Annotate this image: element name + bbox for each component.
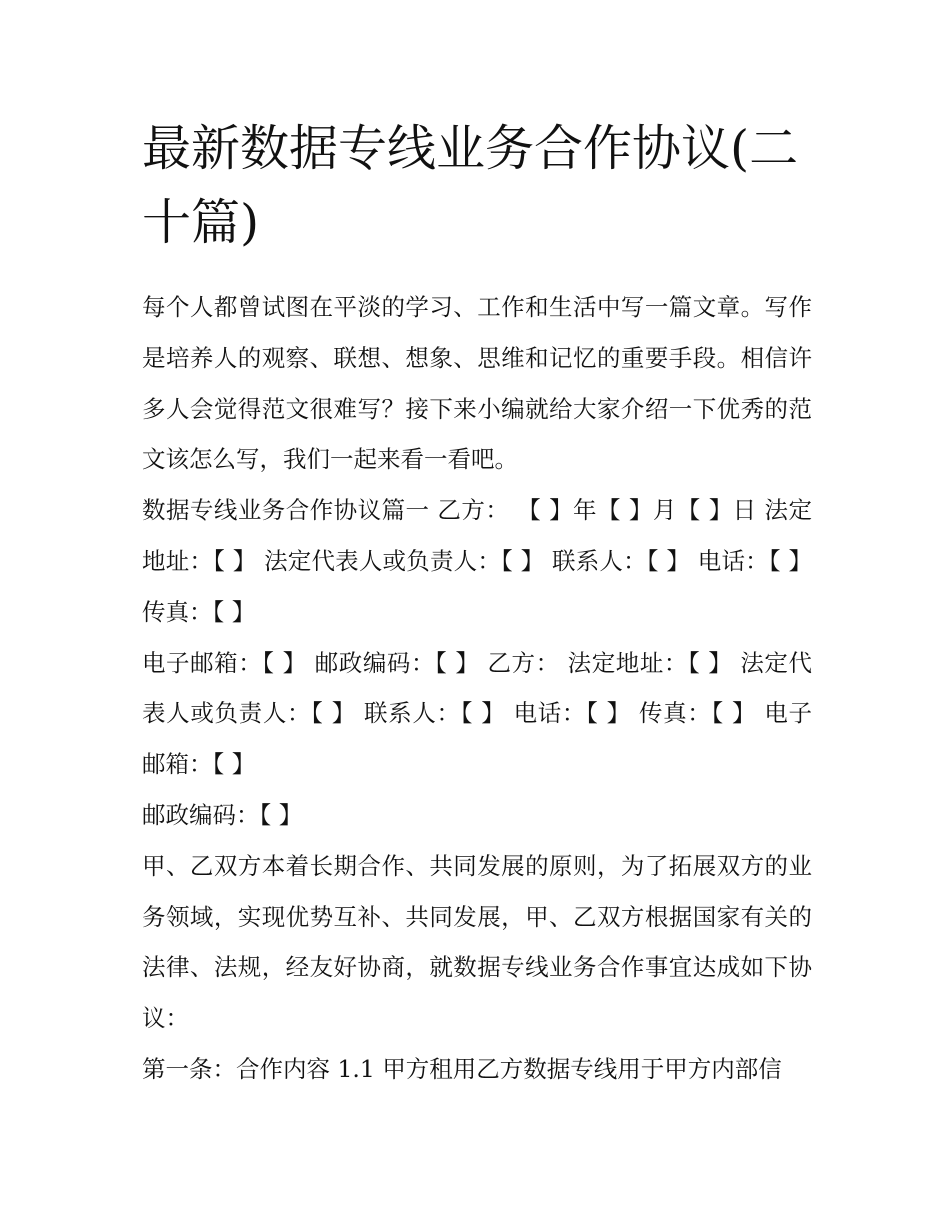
postal-code-paragraph: 邮政编码：【 】 [142, 800, 303, 829]
article-one-paragraph: 第一条：合作内容 1.1 甲方租用乙方数据专线用于甲方内部信 [142, 1054, 782, 1083]
agreement-preamble-paragraph: 甲、乙双方本着长期合作、共同发展的原则，为了拓展双方的业务领域，实现优势互补、共同发展，甲、乙双方根据国家有关的法律、法规，经友好协商，就数据专线业务合作事宜达成如下协议： [142, 851, 812, 1033]
intro-paragraph: 每个人都曾试图在平淡的学习、工作和生活中写一篇文章。写作是培养人的观察、联想、想象、思维和记忆的重要手段。相信许多人会觉得范文很难写？接下来小编就给大家介绍一下优秀的范文该怎么写，我们一起来看一看吧。 [142, 293, 812, 474]
document-title: 最新数据专线业务合作协议(二十篇) [142, 120, 799, 251]
party-info-paragraph: 数据专线业务合作协议篇一 乙方： 【 】年【 】月【 】日 法定地址：【 】 法定代表人或负责人：【 】 联系人：【 】 电话：【 】 传真：【 】 [142, 496, 812, 626]
document-body [142, 112, 812, 1095]
document-paragraphs [142, 282, 812, 1095]
contact-info-paragraph: 电子邮箱：【 】 邮政编码：【 】 乙方： 法定地址：【 】 法定代表人或负责人：【 】 联系人：【 】 电话：【 】 传真：【 】 电子邮箱：【 】 [142, 648, 812, 779]
